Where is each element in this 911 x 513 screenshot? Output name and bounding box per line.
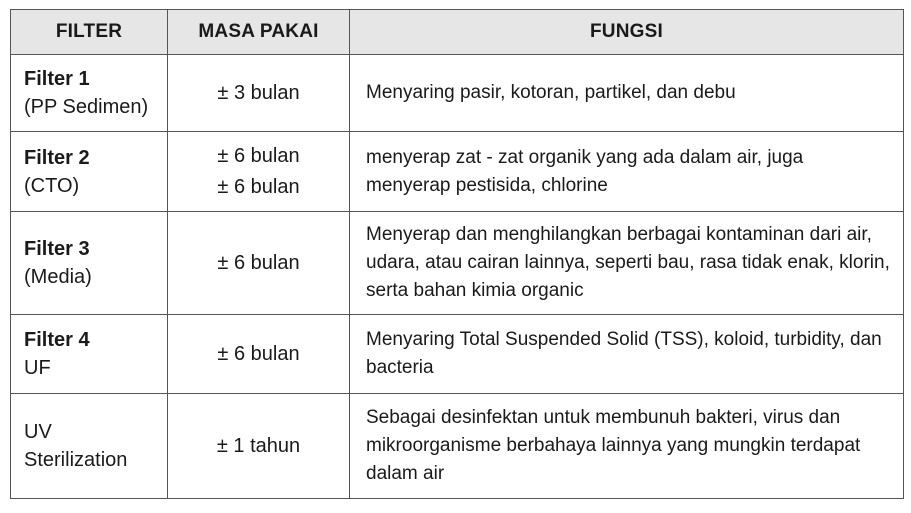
function-cell: Menyaring pasir, kotoran, partikel, dan debu [350, 55, 904, 132]
filter-name: UV [24, 421, 52, 443]
life-value: ± 6 bulan [217, 342, 300, 365]
table-row [11, 394, 904, 499]
life-cell [168, 132, 350, 212]
table-row [11, 212, 904, 315]
filter-name-cell [11, 394, 168, 499]
filter-type: (CTO) [24, 174, 80, 197]
life-value: ± 1 tahun [216, 434, 301, 457]
filter-type: (PP Sedimen) [24, 96, 149, 118]
filter-table [10, 9, 904, 499]
filter-type: UF [24, 357, 51, 379]
function-cell: Menyaring Total Suspended Solid (TSS), koloid, turbidity, dan bacteria [350, 315, 904, 394]
table-row [11, 315, 904, 394]
filter-name: Filter 3 [24, 238, 90, 260]
filter-name: Filter 2 [24, 146, 90, 169]
life-value: ± 6 bulan [217, 144, 300, 167]
life-value: ± 6 bulan [217, 251, 300, 274]
header-function: FUNGSI [350, 10, 904, 55]
life-cell [168, 394, 350, 499]
filter-type: (Media) [24, 266, 92, 288]
filter-name-cell [11, 132, 168, 212]
filter-name: Filter 4 [24, 329, 90, 351]
header-row [11, 10, 904, 55]
life-cell [168, 212, 350, 315]
table-row [11, 55, 904, 132]
life-cell [168, 315, 350, 394]
life-value: ± 6 bulan [217, 175, 300, 198]
header-life: MASA PAKAI [168, 10, 350, 55]
function-cell: Menyerap dan menghilangkan berbagai kontaminan dari air, udara, atau cairan lainnya, seperti bau, rasa tidak enak, klorin, serta bahan kimia organic [350, 212, 904, 315]
function-cell: Sebagai desinfektan untuk membunuh bakteri, virus dan mikroorganisme berbahaya lainnya yang mungkin terdapat dalam air [350, 394, 904, 499]
filter-name-cell [11, 212, 168, 315]
table-row [11, 132, 904, 212]
header-filter: FILTER [11, 10, 168, 55]
filter-name-cell [11, 315, 168, 394]
filter-name: Filter 1 [24, 68, 90, 90]
function-cell: menyerap zat - zat organik yang ada dalam air, juga menyerap pestisida, chlorine [350, 132, 904, 212]
life-value: ± 3 bulan [217, 81, 300, 104]
filter-name-cell [11, 55, 168, 132]
filter-type: Sterilization [24, 449, 128, 471]
life-cell [168, 55, 350, 132]
